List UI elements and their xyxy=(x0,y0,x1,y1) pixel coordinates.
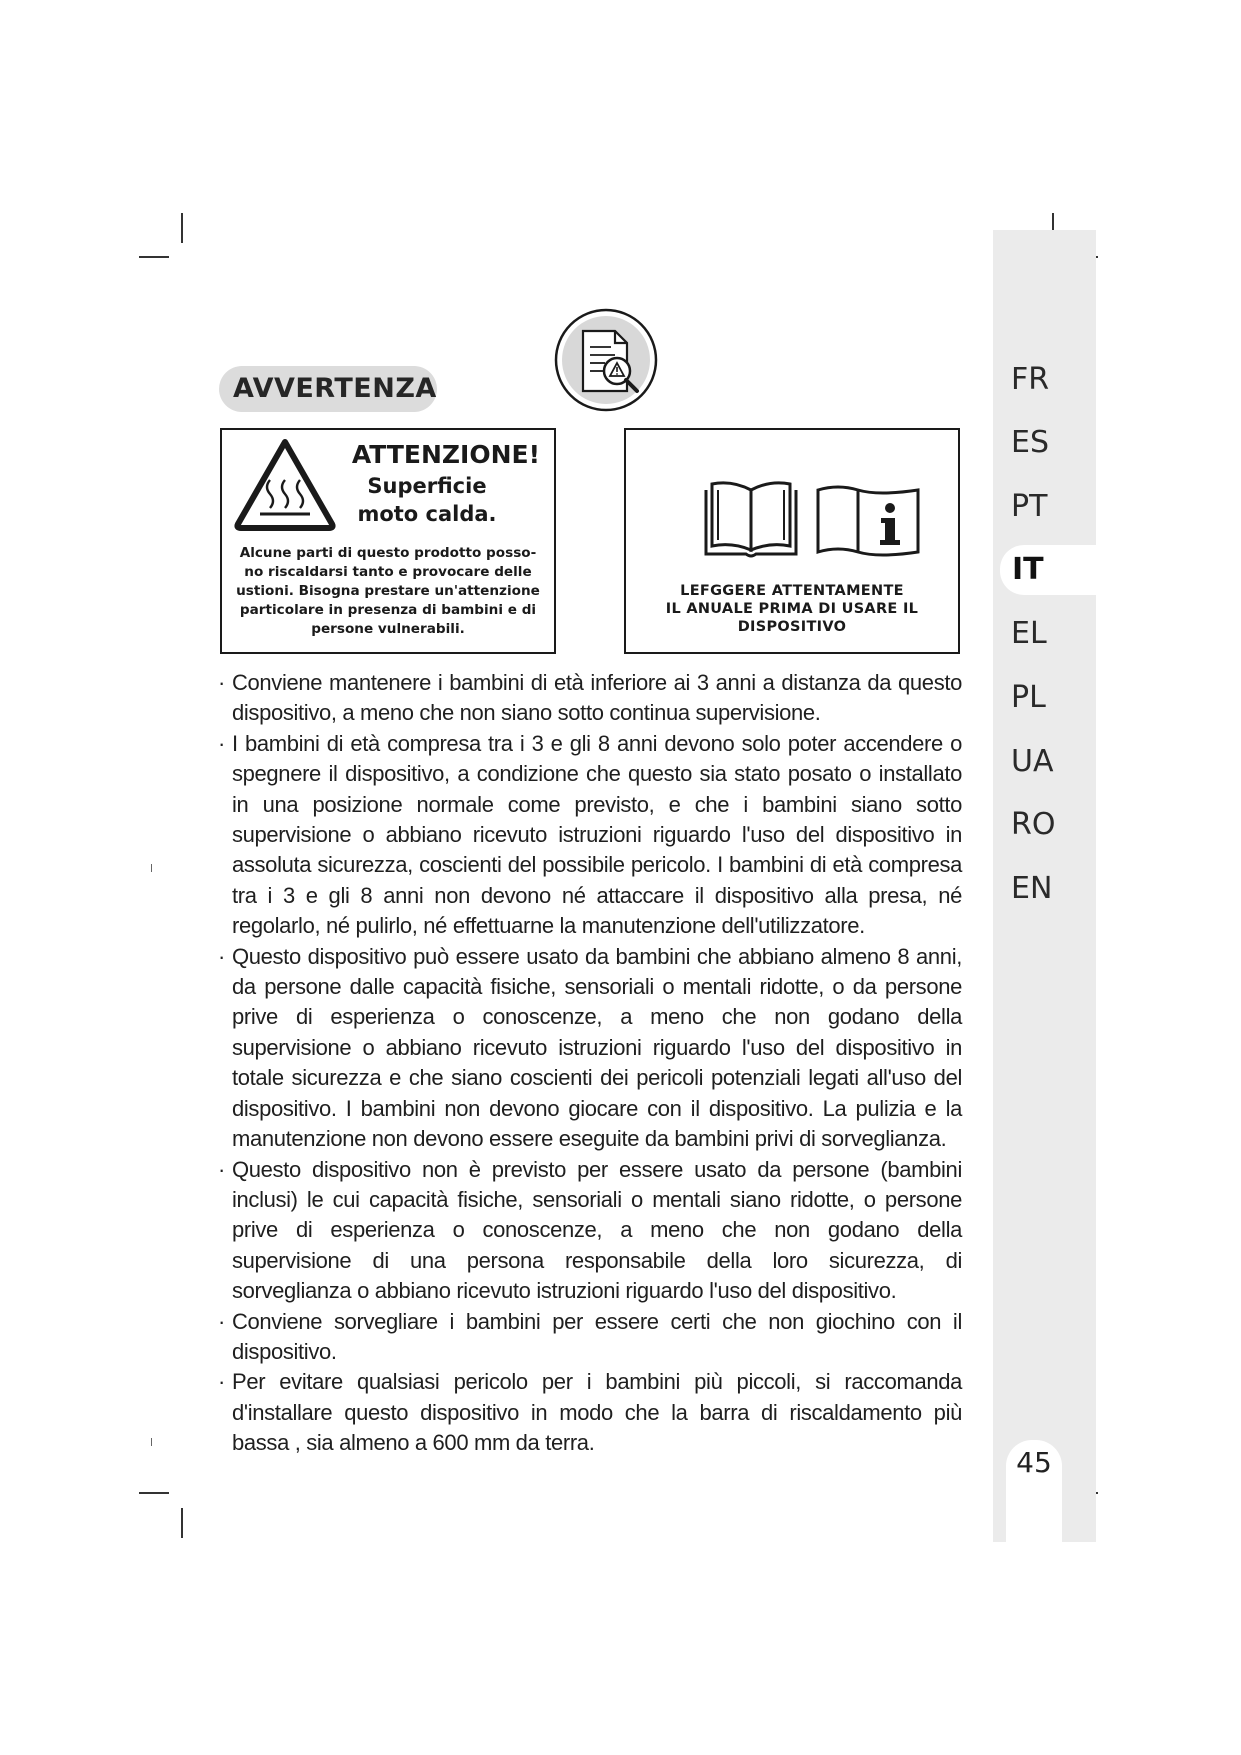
read-manual-line: LEFGGERE ATTENTAMENTE xyxy=(680,583,904,599)
language-tab-pt: PT xyxy=(1011,489,1048,524)
crop-mark xyxy=(181,213,183,243)
warning-subtitle-line: moto calda. xyxy=(357,502,497,526)
crop-mark xyxy=(181,1508,183,1538)
language-tab-ro: RO xyxy=(1011,807,1056,842)
document-warning-icon xyxy=(553,307,659,413)
language-tab-pl: PL xyxy=(1011,680,1046,715)
warning-description-line: Alcune parti di questo prodotto posso- xyxy=(239,545,537,561)
list-item xyxy=(218,668,962,729)
registration-tick xyxy=(151,1438,152,1446)
list-item-text: I bambini di età compresa tra i 3 e gli 8 anni devono solo poter accendere o spegnere il dispositivo, a condizione che questo sia stato posato o installato in una posizione normale come previsto, e che i bambini siano sotto supervisione o abbiano ricevuto istruzioni riguardo l'uso del dispositivo in assoluta sicurezza, coscienti del possibile pericolo. I bambini di età compresa tra i 3 e gli 8 anni non devono né attaccare il dispositivo alla presa, né regolarlo, né pulirlo, né effettuarne la manutenzione dell'utilizzatore. xyxy=(232,730,962,939)
warning-description-line: ustioni. Bisogna prestare un'attenzione xyxy=(236,583,540,599)
bullet-dot: · xyxy=(218,670,225,695)
crop-mark xyxy=(139,1492,169,1494)
bullet-dot: · xyxy=(218,730,225,756)
language-tab-en: EN xyxy=(1011,871,1053,906)
list-item xyxy=(218,1367,962,1458)
manual-book-icon xyxy=(696,480,926,560)
language-tab-ua: UA xyxy=(1011,744,1054,779)
list-item xyxy=(218,942,962,1155)
warning-description-line: persone vulnerabili. xyxy=(311,621,465,637)
list-item-text: Conviene mantenere i bambini di età inferiore ai 3 anni a distanza da questo dispositivo, a meno che non siano sotto continua supervisione. xyxy=(232,670,962,726)
warning-description xyxy=(230,544,546,639)
warning-title: ATTENZIONE! xyxy=(351,440,540,469)
section-heading: AVVERTENZA xyxy=(219,366,437,412)
read-manual-line: IL ANUALE PRIMA DI USARE IL xyxy=(665,601,919,617)
bullet-dot: · xyxy=(218,1308,225,1334)
bullet-dot: · xyxy=(218,943,225,969)
warning-description-line: no riscaldarsi tanto e provocare delle xyxy=(244,564,532,580)
language-tab-el: EL xyxy=(1011,616,1047,651)
read-manual-text xyxy=(636,582,948,636)
list-item xyxy=(218,1307,962,1368)
list-item-text: Conviene sorvegliare i bambini per essere certi che non giochino con il dispositivo. xyxy=(232,1308,962,1364)
language-tab-fr: FR xyxy=(1011,362,1050,397)
warning-subtitle-line: Superficie xyxy=(367,474,487,498)
hot-surface-warning-box xyxy=(220,428,556,654)
read-manual-box xyxy=(624,428,960,654)
list-item-text: Questo dispositivo può essere usato da bambini che abbiano almeno 8 anni, da persone dalle capacità fisiche, sensoriali o mentali ridotte, o da persone prive di esperienza o conoscenze, a meno che non godano della supervisione o abbiano ricevuto istruzioni riguardo l'uso del dispositivo in totale sicurezza e che siano coscienti dei pericoli potenziali legati all'uso del dispositivo. I bambini non devono giocare con il dispositivo. La pulizia e la manutenzione non devono essere eseguite da bambini privi di sorveglianza. xyxy=(232,943,962,1152)
language-tab-es: ES xyxy=(1011,425,1049,460)
crop-mark xyxy=(139,256,169,258)
language-tab-it: IT xyxy=(1000,545,1096,595)
bullet-dot: · xyxy=(218,1369,225,1395)
list-item-text: Questo dispositivo non è previsto per essere usato da persone (bambini inclusi) le cui capacità fisiche, sensoriali o mentali siano ridotte, o persone prive di esperienza o conoscenze, a meno che non godano della supervisione di una persona responsabile della loro sicurezza, di sorveglianza o abbiano ricevuto istruzioni riguardo l'uso del dispositivo. xyxy=(232,1156,962,1304)
warning-subtitle xyxy=(352,472,502,528)
warning-bullet-list xyxy=(218,668,962,1459)
read-manual-line: DISPOSITIVO xyxy=(737,619,847,635)
warning-description-line: particolare in presenza di bambini e di xyxy=(239,602,537,618)
page-number: 45 xyxy=(1016,1446,1052,1479)
list-item xyxy=(218,729,962,942)
registration-tick xyxy=(151,864,152,872)
hot-surface-icon xyxy=(232,436,338,534)
list-item-text: Per evitare qualsiasi pericolo per i bambini più piccoli, si raccomanda d'installare questo dispositivo in modo che la barra di riscaldamento più bassa , sia almeno a 600 mm da terra. xyxy=(232,1369,962,1456)
bullet-dot: · xyxy=(218,1156,225,1182)
list-item xyxy=(218,1155,962,1307)
